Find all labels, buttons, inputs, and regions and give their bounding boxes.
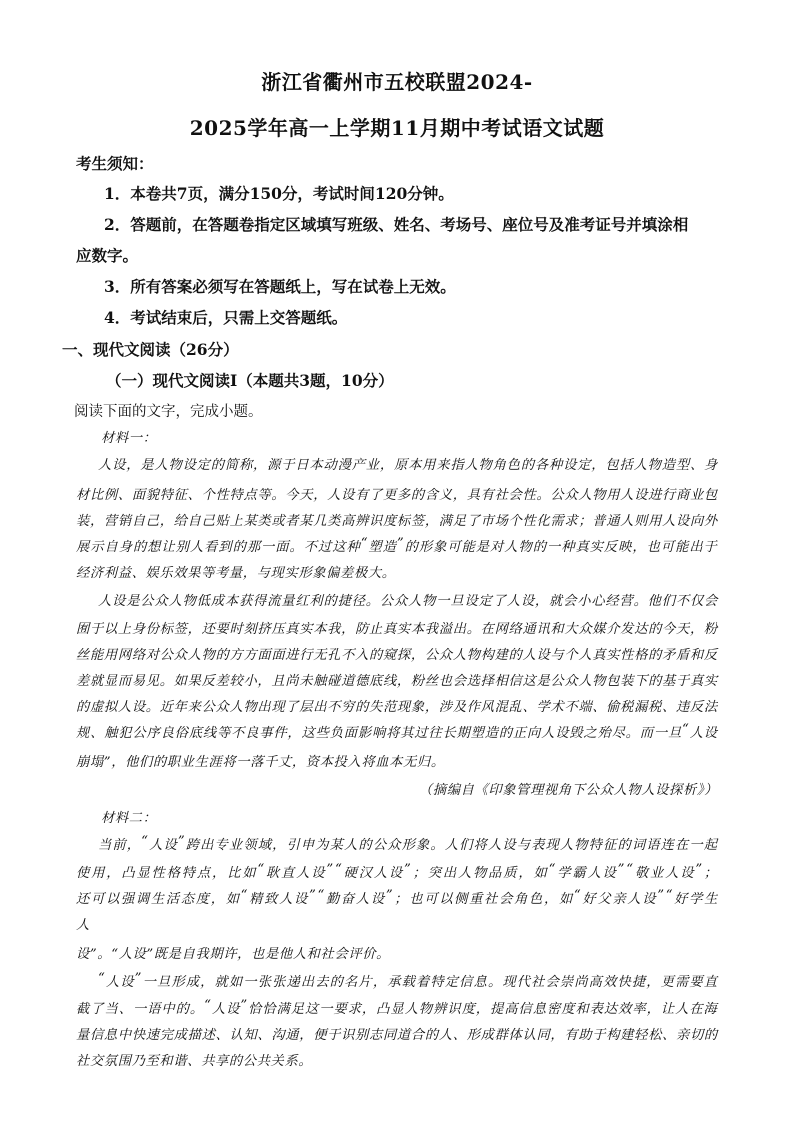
material-2-line: “ 人 设 ” 一 旦 形 成 ， 就 如 一 张 张 递 出 去 的 名 片 ， 承 载 着 特 定 信 息 。 现 代 社 会 崇 尚 高 效 快 捷 ， 更 需 要 直 [98,971,718,990]
notice-heading: 考生须知： [76,154,154,173]
material-2-line: 人 [76,918,90,933]
material-1-line: 的 虚 拟 人 设 。 近 年 来 公 众 人 物 出 现 了 层 出 不 穷 的 失 范 现 象 ， 涉 及 作 风 混 乱 、 学 术 不 端 、 偷 税 漏 税 、 违 反 法 [76,700,718,715]
notice-item-1: 1．本卷共7页，满分150分，考试时间120分钟。 [104,184,454,203]
notice-item-4: 4．考试结束后，只需上交答题纸。 [104,308,348,327]
material-2-line: 社交氛围乃至和谐、共享的公共关系。 [76,1054,313,1069]
notice-item-2b: 应数字。 [76,246,139,265]
material-1-line: 人 设 ， 是 人 物 设 定 的 简 称 ， 源 于 日 本 动 漫 产 业 ， 原 本 用 来 指 人 物 角 色 的 各 种 设 定 ， 包 括 人 物 造 型 、 身 [98,458,718,473]
material-2-line: 当 前 ， “ 人 设 ” 跨 出 专 业 领 域 ， 引 申 为 某 人 的 公 众 形 象 。 人 们 将 人 设 与 表 现 人 物 特 征 的 词 语 连 在 一 起 [98,834,718,853]
material-1-line: 囿 于 以 上 身 份 标 签 ， 还 要 时 刻 挤 压 真 实 本 我 ， 防 止 真 实 本 我 溢 出 。 在 网 络 通 讯 和 大 众 媒 介 发 达 的 今 天 ， 粉 [76,622,718,637]
material-1-line: 经济利益、娱乐效果等考量，与现实形象偏差极大。 [76,566,396,581]
material-1-line: 人 设 是 公 众 人 物 低 成 本 获 得 流 量 红 利 的 捷 径 。 公 众 人 物 一 旦 设 定 了 人 设 ， 就 会 小 心 经 营 。 他 们 不 仅 会 [98,594,718,609]
material-1-line: 差 就 显 而 易 见 。 如 果 反 差 较 小 ， 且 尚 未 触 碰 道 德 底 线 ， 粉 丝 也 会 选 择 相 信 这 是 公 众 人 物 包 装 下 的 基 于 真 实 [76,674,718,689]
material-1-line: 材 比 例 、 面 貌 特 征 、 个 性 特 点 等 。 今 天 ， 人 设 有 了 更 多 的 含 义 ， 具 有 社 会 性 。 公 众 人 物 用 人 设 进 行 商 业 包 [76,488,718,503]
exam-title-line-1: 浙江省衢州市五校联盟2024- [261,70,533,94]
material-2-line: 截 了 当 、 一 语 中 的 。 “ 人 设 ” 恰 恰 满 足 这 一 要 求 ， 凸 显 人 物 辨 识 度 ， 提 高 信 息 密 度 和 表 达 效 率 ， 让 人 在 海 [76,998,718,1017]
material-2-line: 使 用 ， 凸 显 性 格 特 点 ， 比 如 “ 耿 直 人 设 ” “ 硬 汉 人 设 ” ； 突 出 人 物 品 质 ， 如 “ 学 霸 人 设 ” “ 敬 业 人 设 ” ； [76,862,718,881]
material-1-label: 材料一： [101,431,157,446]
material-2-line: 设”。“人设”既是自我期许，也是他人和社会评价。 [76,947,391,962]
material-1-source: （摘编自《印象管理视角下公众人物人设探析》） [418,783,718,798]
notice-item-3: 3．所有答案必须写在答题纸上，写在试卷上无效。 [104,277,456,296]
material-1-line: 崩塌”，他们的职业生涯将一落千丈，资本投入将血本无归。 [76,755,445,770]
exam-title-line-2: 2025学年高一上学期11月期中考试语文试题 [189,116,605,140]
material-1-line: 展 示 自 身 的 想 让 别 人 看 到 的 那 一 面 。 不 过 这 种 “ 塑 造 ” 的 形 象 可 能 是 对 人 物 的 一 种 真 实 反 映 ， 也 可 能 出 于 [76,536,718,555]
material-1-line: 规 、 触 犯 公 序 良 俗 底 线 等 不 良 事 件 ， 这 些 负 面 影 响 将 其 过 往 长 期 塑 造 的 正 向 人 设 毁 之 殆 尽 。 而 一 旦 “ 人 设 [76,722,718,741]
notice-item-2a: 2．答题前，在答题卷指定区域填写班级、姓名、考场号、座位号及准考证号并填涂相 [104,215,689,234]
subsection-heading: （一）现代文阅读Ⅰ（本题共3题，10分） [106,371,394,390]
reading-instruction: 阅读下面的文字，完成小题。 [74,404,263,420]
material-2-line: 还 可 以 强 调 生 活 态 度 ， 如 “ 精 致 人 设 ” “ 勤 奋 人 设 ” ； 也 可 以 侧 重 社 会 角 色 ， 如 “ 好 父 亲 人 设 ” “ 好 学 生 [76,888,718,907]
material-2-line: 量 信 息 中 快 速 完 成 描 述 、 认 知 、 沟 通 ， 便 于 识 别 志 同 道 合 的 人 、 形 成 群 体 认 同 ， 有 助 于 构 建 轻 松 、 亲 切 的 [76,1028,718,1043]
material-1-line: 装 ， 营 销 自 己 ， 给 自 己 贴 上 某 类 或 者 某 几 类 高 辨 识 度 标 签 ， 满 足 了 市 场 个 性 化 需 求 ； 普 通 人 则 用 人 设 向 外 [76,514,718,529]
material-2-label: 材料二： [101,811,157,826]
material-1-line: 丝 能 用 网 络 对 公 众 人 物 的 方 方 面 面 进 行 无 孔 不 入 的 窥 探 ， 公 众 人 物 构 建 的 人 设 与 个 人 真 实 性 格 的 矛 盾 和 反 [76,648,718,663]
section-heading: 一、现代文阅读（26分） [62,340,239,359]
